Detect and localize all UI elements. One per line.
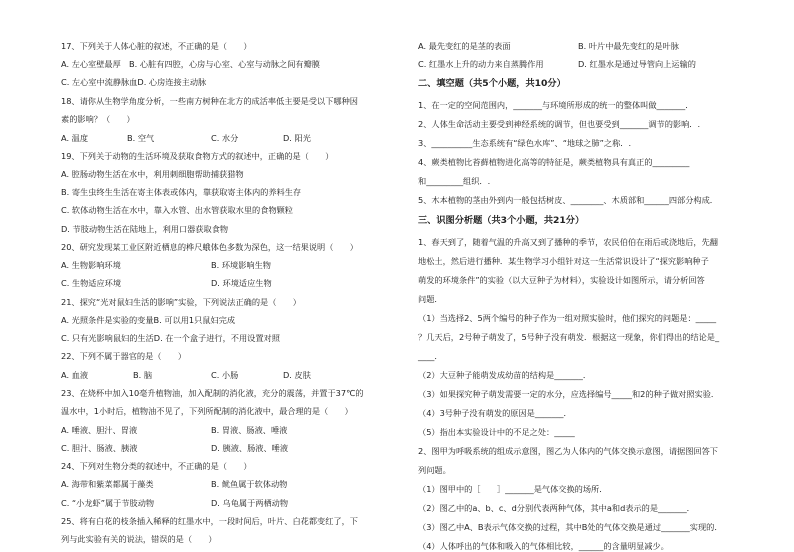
q21-option-ab: A. 光照条件是实验的变量B. 可以用1只鼠妇完成	[61, 315, 236, 325]
fill-in-1: 1、在一定的空间范围内，_______与环境所形成的统一的整体叫做_______．	[418, 100, 694, 110]
q23-option-d: D. 胰液、肠液、唾液	[211, 443, 289, 453]
q20-options-cd	[61, 277, 393, 289]
analysis-2-q2: （2）图乙中的a、b、c、d分别代表两种气体，其中a和d表示的是_______．	[418, 503, 695, 513]
q20-stem: 20、研究发现某工业区附近栖息的桦尺蛾体色多数为深色，这一结果说明（ ）	[61, 242, 358, 252]
analysis-1-q3: （3）如果探究种子萌发需要一定的水分，应选择编号_____和2的种子做对照实验．	[418, 389, 720, 399]
q18-option-a: A. 温度	[61, 133, 89, 143]
q22-option-b: B. 脑	[133, 370, 153, 380]
q24-option-a: A. 海带和紫菜都属于藻类	[61, 479, 154, 489]
q25-options-ab	[418, 40, 750, 52]
q23-stem-1: 23、在烧杯中加入10毫升植物油，加入配制的消化液，充分的震荡，并置于37℃的	[61, 388, 364, 398]
q22-option-c: C. 小肠	[211, 370, 239, 380]
q18-stem-2: 素的影响？（ ）	[61, 114, 135, 124]
q25-option-c: C. 红墨水上升的动力来自蒸腾作用	[418, 59, 544, 69]
q23-stem-2: 温水中，1小时后，植物油不见了，下列所配制的消化液中，最合理的是（ ）	[61, 406, 353, 416]
fill-in-4b: 和_________组织．.	[418, 176, 491, 186]
analysis-1-q1-c: ____．	[418, 351, 443, 361]
q21-stem: 21、探究“光对鼠妇生活的影响”实验，下列说法正确的是（ ）	[61, 297, 301, 307]
analysis-1-line-2: 地松土，然后进行播种．某生物学习小组针对这一生活常识设计了“探究影响种子	[418, 256, 709, 266]
q22-options	[61, 369, 393, 381]
q17-option-cd: C. 左心室中流静脉血D. 心房连接主动脉	[61, 77, 207, 87]
q19-option-d: D. 节肢动物生活在陆地上，利用口器获取食物	[61, 224, 229, 234]
q24-option-d: D. 乌龟属于两栖动物	[211, 498, 289, 508]
analysis-1-line-3: 萌发的环境条件”的实验（以大豆种子为材料），实验设计如图所示，请分析回答	[418, 275, 705, 285]
q19-option-c: C. 软体动物生活在水中，靠入水管、出水管获取水里的食物颗粒	[61, 205, 293, 215]
q25-options-cd	[418, 58, 750, 70]
q22-stem: 22、下列不属于器官的是（ ）	[61, 351, 187, 361]
analysis-1-line-1: 1、春天到了，随着气温的升高又到了播种的季节，农民伯伯在雨后或浇地后，先翻	[418, 237, 718, 247]
q20-option-d: D. 环境适应生物	[211, 278, 272, 288]
analysis-2-q1: （1）图甲中的［ ］_______是气体交换的场所．	[418, 484, 608, 494]
fill-in-2: 2、人体生命活动主要受到神经系统的调节，但也要受到_______调节的影响．.	[418, 119, 701, 129]
analysis-2-line-2: 列问题。	[418, 465, 451, 475]
q25-stem-1: 25、将有白花的枝条插入稀释的红墨水中，一段时间后，叶片、白花都变红了，下	[61, 516, 358, 526]
q19-stem: 19、下列关于动物的生活环境及获取食物方式的叙述中，正确的是（ ）	[61, 151, 334, 161]
analysis-1-line-4: 问题．	[418, 294, 443, 304]
analysis-1-q2: （2）大豆种子能萌发成幼苗的结构是_______．	[418, 370, 592, 380]
q20-option-b: B. 环境影响生物	[211, 260, 271, 270]
q22-option-a: A. 血液	[61, 370, 89, 380]
q20-option-a: A. 生物影响环境	[61, 260, 121, 270]
q25-option-a: A. 最先变红的是茎的表面	[418, 41, 511, 51]
q24-option-c: C. “小龙虾”属于节肢动物	[61, 498, 155, 508]
q17-option-b-line	[61, 58, 320, 70]
q20-options-ab	[61, 259, 393, 271]
q23-option-b: B. 胃液、肠液、唾液	[211, 425, 288, 435]
q22-option-d: D. 皮肤	[283, 370, 311, 380]
q20-option-c: C. 生物适应环境	[61, 278, 122, 288]
q19-option-b: B. 寄生虫终生生活在寄主体表或体内，靠获取寄主体内的养料生存	[61, 187, 302, 197]
q23-option-a: A. 唾液、胆汁、胃液	[61, 425, 138, 435]
q17-stem: 17、下列关于人体心脏的叙述，不正确的是（ ）	[61, 41, 252, 51]
analysis-2-q4: （4）人体呼出的气体和吸入的气体相比较，______的含量明显减少。	[418, 541, 669, 551]
q18-option-d: D. 阳光	[283, 133, 311, 143]
q25-option-b: B. 叶片中最先变红的是叶脉	[578, 41, 679, 51]
q23-options-cd	[61, 442, 393, 454]
fill-in-5: 5、木本植物的茎由外到内一般包括树皮、________、木质部和______四部分构成．	[418, 195, 718, 205]
q19-option-a: A. 腔肠动物生活在水中，利用刺细胞帮助捕获猎物	[61, 169, 244, 179]
q23-option-c: C. 胆汁、肠液、胰液	[61, 443, 138, 453]
section-analysis-title: 三、识图分析题（共3个小题，共21分）	[418, 215, 585, 226]
q18-option-c: C. 水分	[211, 133, 239, 143]
q18-option-b: B. 空气	[127, 133, 155, 143]
fill-in-3: 3、__________生态系统有“绿色水库”、“地球之肺”之称．.	[418, 138, 632, 148]
q21-option-cd: C. 只有光影响鼠妇的生活D. 在一个盒子进行，不用设置对照	[61, 333, 280, 343]
analysis-1-q4: （4）3号种子没有萌发的原因是_______．	[418, 408, 572, 418]
analysis-1-q1-a: （1）当选择2、5两个编号的种子作为一组对照实验时，他们探究的问题是：_____	[418, 313, 717, 323]
analysis-2-q3: （3）图乙中A、B表示气体交换的过程，其中B处的气体交换是通过_______实现的．	[418, 522, 723, 532]
q17-option-b: B. 心脏有四腔，心房与心室、心室与动脉之间有瓣膜	[129, 59, 320, 69]
fill-in-4a: 4、蕨类植物比苔藓植物进化高等的特征是，蕨类植物具有真正的_________	[418, 157, 690, 167]
q18-options	[61, 132, 393, 144]
q18-stem-1: 18、请你从生物学角度分析，一些南方树种在北方的成活率低主要是受以下哪种因	[61, 96, 358, 106]
q24-stem: 24、下列对生物分类的叙述中，不正确的是（ ）	[61, 461, 252, 471]
q25-stem-2: 列与此实验有关的说法，错误的是（ ）	[61, 534, 217, 544]
analysis-1-q1-b: ？几天后，2号种子萌发了，5号种子没有萌发．根据这一现象，你们得出的结论是_	[418, 332, 720, 342]
section-fill-in-title: 二、填空题（共5个小题，共10分）	[418, 78, 566, 89]
analysis-1-q5: （5）指出本实验设计中的不足之处：_____	[418, 427, 575, 437]
q24-option-b: B. 鱿鱼属于软体动物	[211, 479, 288, 489]
q23-options-ab	[61, 424, 393, 436]
q25-option-d: D. 红墨水是通过导管向上运输的	[578, 59, 696, 69]
q17-option-a: A. 左心室壁最厚	[61, 59, 121, 69]
q24-options-cd	[61, 497, 393, 509]
analysis-2-line-1: 2、图甲为呼吸系统的组成示意图，图乙为人体内的气体交换示意图，请据图回答下	[418, 446, 718, 456]
q24-options-ab	[61, 478, 393, 490]
